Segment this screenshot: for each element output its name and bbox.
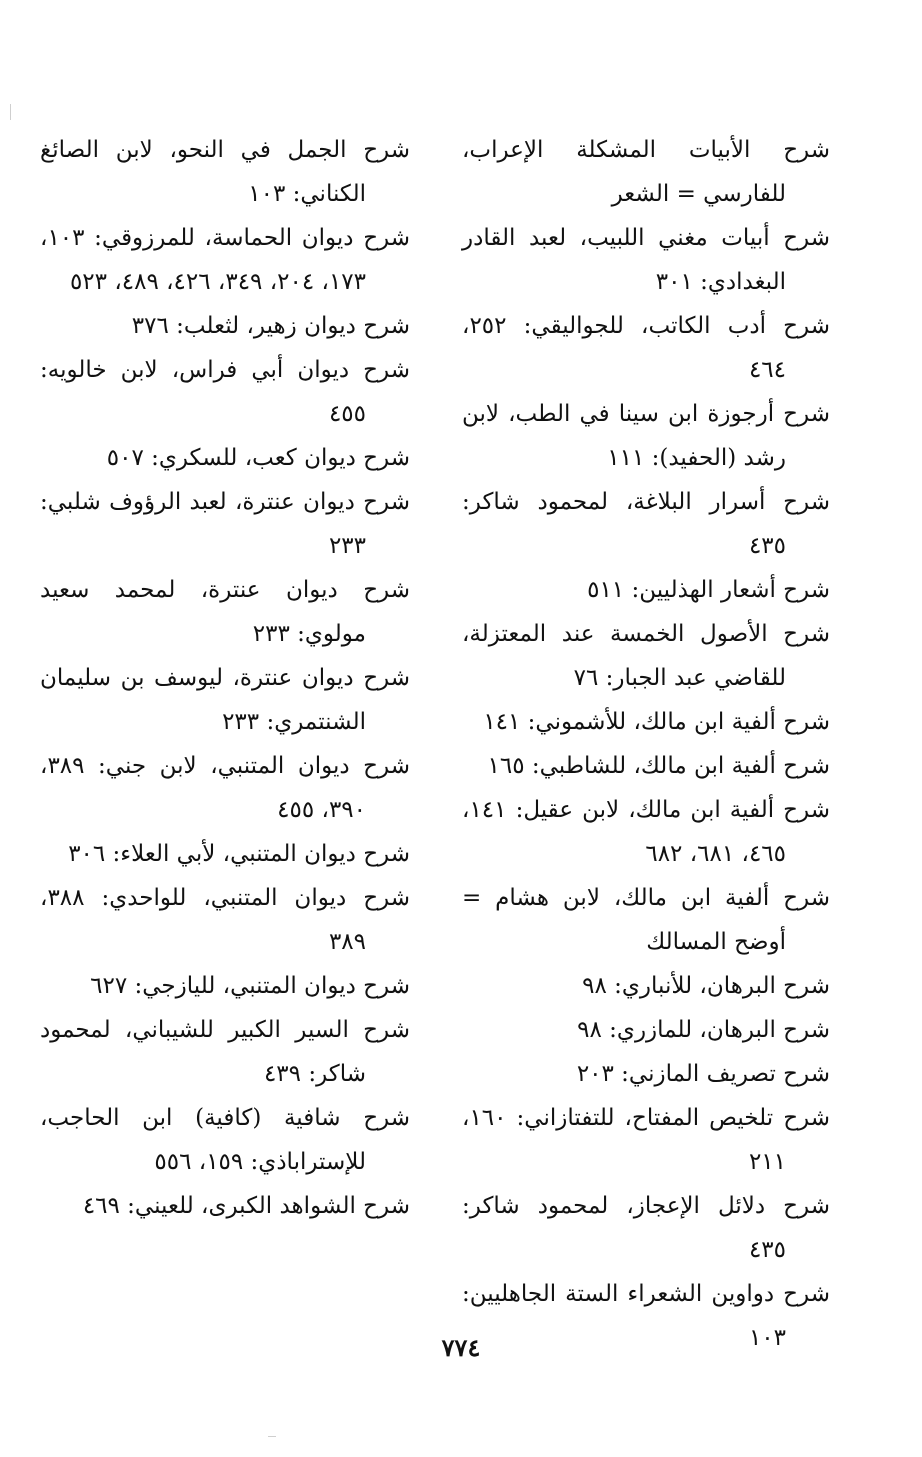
index-entry: شرح أبيات مغني اللبيب، لعبد القادر البغدادي: ٣٠١ (462, 225, 830, 295)
index-entry: شرح ديوان المتنبي، لأبي العلاء: ٣٠٦ (68, 841, 410, 867)
index-entry: شرح ألفية ابن مالك، لابن هشام = أوضح المسالك (462, 885, 830, 955)
margin-mark (10, 104, 11, 120)
index-entry: شرح تصريف المازني: ٢٠٣ (576, 1061, 830, 1087)
index-entry: شرح أرجوزة ابن سينا في الطب، لابن رشد (الحفيد): ١١١ (462, 401, 830, 471)
index-entry: شرح دواوين الشعراء الستة الجاهليين: ١٠٣ (462, 1281, 830, 1351)
index-entry: شرح شافية (كافية) ابن الحاجب، للإستراباذي: ١٥٩، ٥٥٦ (40, 1105, 410, 1175)
index-entry: شرح الأبيات المشكلة الإعراب، للفارسي = الشعر (462, 137, 830, 207)
index-entry: شرح ديوان المتنبي، لليازجي: ٦٢٧ (90, 973, 410, 999)
index-entry: شرح الجمل في النحو، لابن الصائغ الكناني: ١٠٣ (40, 137, 410, 207)
index-entry: شرح ديوان المتنبي، لابن جني: ٣٨٩، ٣٩٠، ٤٥٥ (40, 753, 410, 823)
index-entry: شرح ديوان الحماسة، للمرزوقي: ١٠٣، ١٧٣، ٢٠٤، ٣٤٩، ٤٢٦، ٤٨٩، ٥٢٣ (40, 225, 410, 295)
index-entry: شرح ديوان المتنبي، للواحدي: ٣٨٨، ٣٨٩ (40, 885, 410, 955)
index-entry: شرح ألفية ابن مالك، لابن عقيل: ١٤١، ٤٦٥، ٦٨١، ٦٨٢ (462, 797, 830, 867)
index-entry: شرح أدب الكاتب، للجواليقي: ٢٥٢، ٤٦٤ (462, 313, 830, 383)
index-entry: شرح أشعار الهذليين: ٥١١ (587, 577, 830, 603)
index-entry: شرح ديوان كعب، للسكري: ٥٠٧ (106, 445, 410, 471)
index-entry: شرح السير الكبير للشيباني، لمحمود شاكر: ٤٣٩ (40, 1017, 410, 1087)
index-entry: شرح ديوان عنترة، ليوسف بن سليمان الشنتمري: ٢٣٣ (40, 665, 410, 735)
index-entry: شرح الشواهد الكبرى، للعيني: ٤٦٩ (82, 1193, 410, 1219)
index-entry: شرح تلخيص المفتاح، للتفتازاني: ١٦٠، ٢١١ (462, 1105, 830, 1175)
index-entry: شرح ديوان أبي فراس، لابن خالويه: ٤٥٥ (40, 357, 410, 427)
index-entry: شرح ألفية ابن مالك، للأشموني: ١٤١ (483, 709, 830, 735)
index-entry: شرح ديوان عنترة، لمحمد سعيد مولوي: ٢٣٣ (40, 577, 410, 647)
index-entry: شرح ديوان عنترة، لعبد الرؤوف شلبي: ٢٣٣ (40, 489, 410, 559)
index-entry: شرح دلائل الإعجاز، لمحمود شاكر: ٤٣٥ (462, 1193, 830, 1263)
index-column-left (40, 128, 410, 1228)
index-entry: شرح البرهان، للأنباري: ٩٨ (582, 973, 830, 999)
index-entry: شرح البرهان، للمازري: ٩٨ (577, 1017, 830, 1043)
index-entry: شرح ألفية ابن مالك، للشاطبي: ١٦٥ (487, 753, 830, 779)
page-number: ٧٧٤ (441, 1333, 481, 1362)
index-entry: شرح ديوان زهير، لثعلب: ٣٧٦ (131, 313, 410, 339)
index-entry: شرح الأصول الخمسة عند المعتزلة، للقاضي عبد الجبار: ٧٦ (462, 621, 830, 691)
margin-mark (268, 1436, 276, 1437)
index-entry: شرح أسرار البلاغة، لمحمود شاكر: ٤٣٥ (462, 489, 830, 559)
index-column-right (462, 128, 830, 1360)
